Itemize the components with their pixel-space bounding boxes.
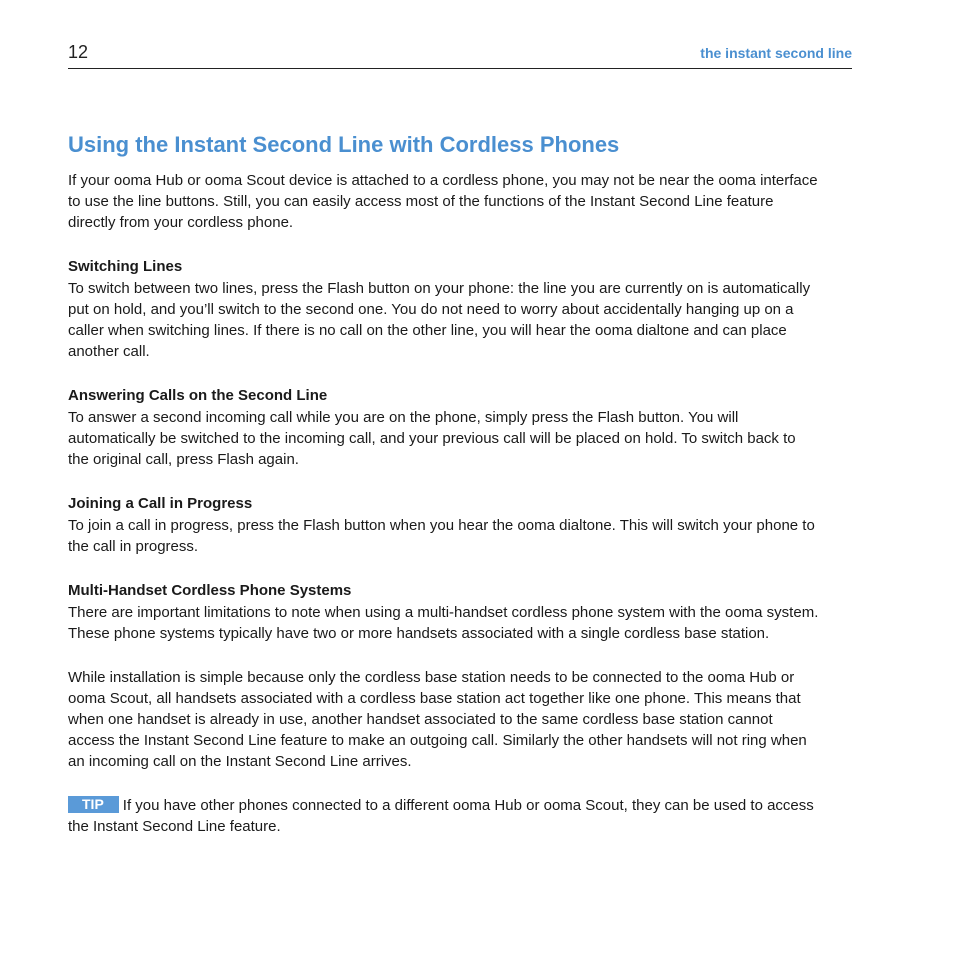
section-body: To switch between two lines, press the Flash button on your phone: the line you are currently on is automatically put on hold, and you’ll switch to the second one. You do not need to worry about accidentally hanging up on a caller when switching lines. If there is no call on the other line, you will hear the ooma dialtone and can place another call. (68, 280, 811, 360)
tip-text: If you have other phones connected to a different ooma Hub or ooma Scout, they can be used to access the Instant Second Line feature. (68, 797, 814, 835)
section-multi-handset (68, 581, 852, 772)
tip-paragraph (68, 795, 828, 837)
section-body-continued: While installation is simple because only the cordless base station needs to be connected to the ooma Hub or ooma Scout, all handsets associated with a cordless base station act together like one phone. This means that when one handset is already in use, another handset associated to the same cordless base station cannot access the Instant Second Line feature to make an outgoing call. Similarly the other handsets will not ring when an incoming call on the Instant Second Line arrives. (68, 669, 807, 770)
section-body: To answer a second incoming call while you are on the phone, simply press the Flash button. You will automatically be switched to the incoming call, and your previous call will be placed on hold. To switch back to the original call, press Flash again. (68, 409, 796, 468)
section-switching-lines (68, 257, 852, 362)
page-number: 12 (68, 42, 89, 62)
section-body: To join a call in progress, press the Flash button when you hear the ooma dialtone. This will switch your phone to the call in progress. (68, 517, 815, 555)
section-title: Using the Instant Second Line with Cordless Phones (68, 132, 620, 157)
intro-paragraph: If your ooma Hub or ooma Scout device is attached to a cordless phone, you may not be near the ooma interface to use the line buttons. Still, you can easily access most of the functions of the Instant Second Line feature directly from your cordless phone. (68, 172, 818, 231)
page-header (68, 40, 852, 69)
section-heading: Switching Lines (68, 258, 183, 275)
section-heading: Answering Calls on the Second Line (68, 387, 328, 404)
section-heading: Multi-Handset Cordless Phone Systems (68, 582, 352, 599)
tip-badge: TIP (68, 796, 119, 813)
section-answering-calls (68, 386, 852, 470)
section-heading: Joining a Call in Progress (68, 495, 253, 512)
section-joining-call (68, 494, 852, 557)
page-content (68, 130, 852, 837)
running-title: the instant second line (700, 45, 852, 61)
section-body: There are important limitations to note when using a multi-handset cordless phone system with the ooma system. These phone systems typically have two or more handsets associated with a single cordless base station. (68, 604, 819, 642)
